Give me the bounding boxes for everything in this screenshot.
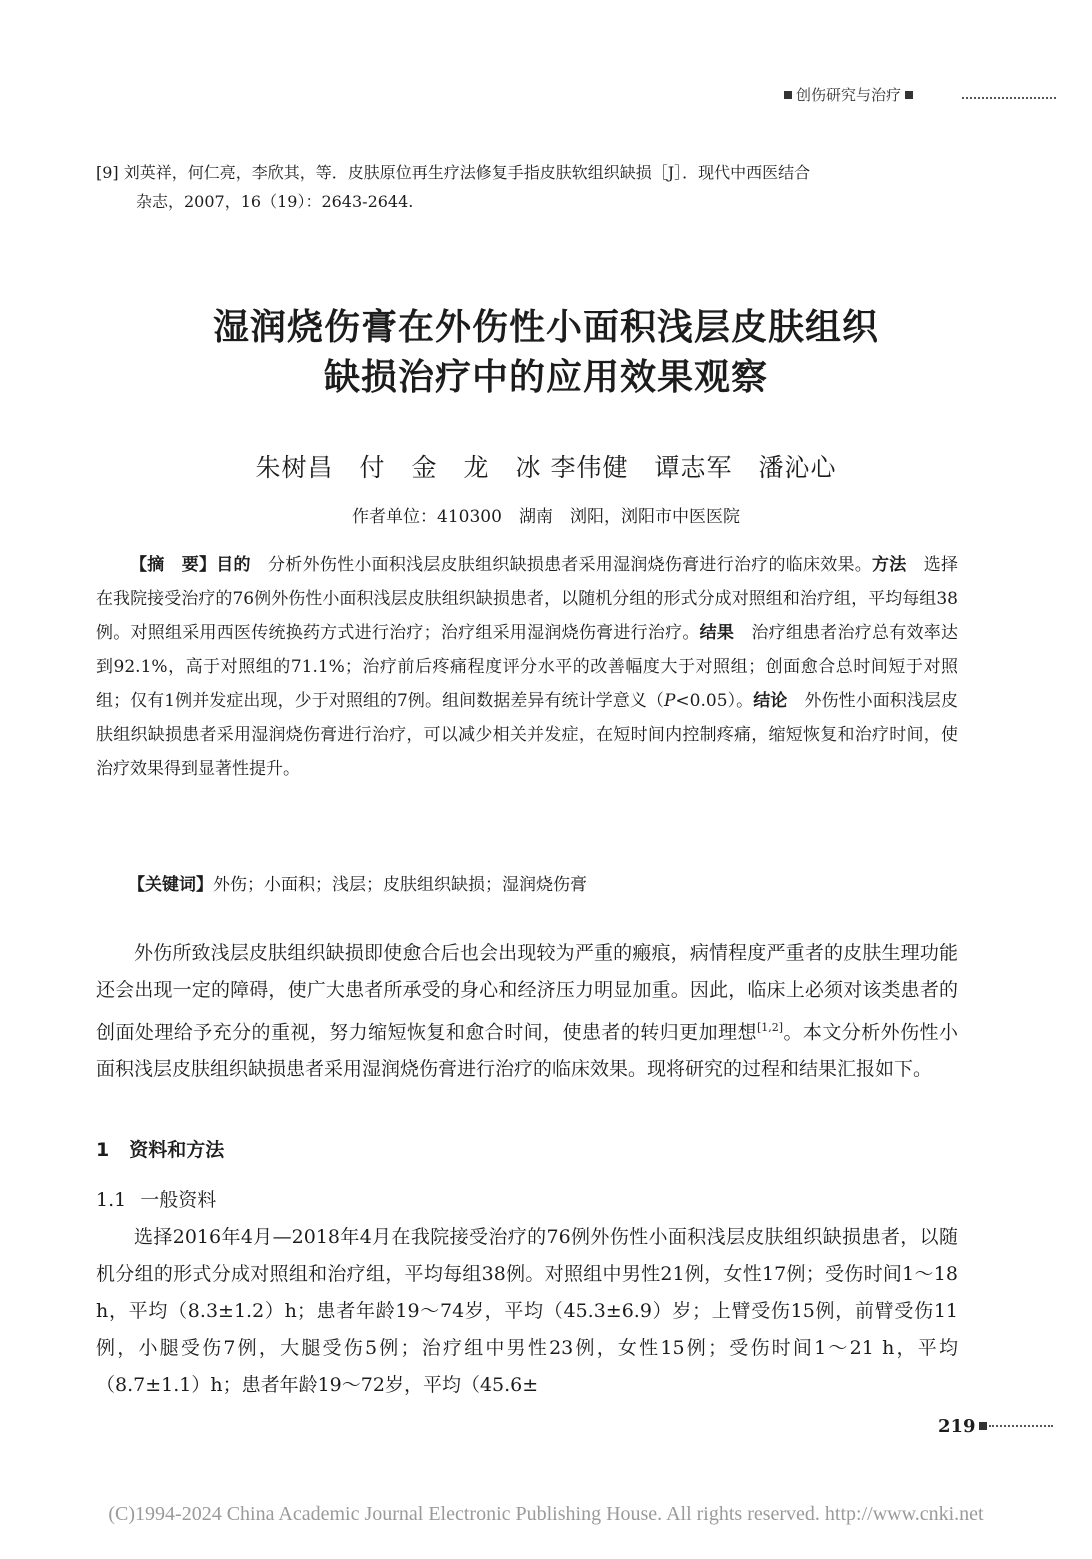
intro-paragraph	[96, 935, 958, 1088]
conclusion-text: 外伤性小面积浅层皮肤组织缺损患者采用湿润烧伤膏进行治疗，可以减少相关并发症，在短时间内控制疼痛，缩短恢复和治疗时间，使治疗效果得到显著性提升。	[96, 691, 958, 779]
keywords-text: 外伤；小面积；浅层；皮肤组织缺损；湿润烧伤膏	[213, 875, 587, 895]
intro-text: 外伤所致浅层皮肤组织缺损即使愈合后也会出现较为严重的瘢痕，病情程度严重者的皮肤生理功能还会出现一定的障碍，使广大患者所承受的身心和经济压力明显加重。因此，临床上必须对该类患者的创面处理给予充分的重视，努力缩短恢复和愈合时间，使患者的转归更加理想	[96, 942, 958, 1044]
methods-label: 方法	[872, 555, 907, 575]
general-info-paragraph: 选择2016年4月—2018年4月在我院接受治疗的76例外伤性小面积浅层皮肤组织缺损患者，以随机分组的形式分成对照组和治疗组，平均每组38例。对照组中男性21例，女性17例；受伤时间1～18 h，平均（8.3±1.2）h；患者年龄19～74岁，平均（45.3±6.9）岁；上臂受伤15例，前臂受伤11例，小腿受伤7例，大腿受伤5例；治疗组中男性23例，女性15例；受伤时间1～21 h，平均（8.7±1.1）h；患者年龄19～72岁，平均（45.6±	[96, 1226, 958, 1396]
dotted-leader	[962, 97, 1056, 99]
reference-number: [9]	[96, 163, 119, 182]
authors: 朱树昌 付 金 龙 冰 李伟健 谭志军 潘沁心	[255, 453, 837, 482]
title-line-2: 缺损治疗中的应用效果观察	[323, 356, 768, 398]
square-bullet-icon	[784, 91, 792, 99]
results-label: 结果	[699, 623, 735, 643]
objective-label: 目的	[216, 555, 251, 575]
article-title	[0, 302, 1092, 402]
square-bullet-icon	[905, 91, 913, 99]
reference-line-2: 杂志，2007，16（19）：2643-2644.	[136, 192, 414, 211]
p-value-text: <0.05）。	[675, 691, 754, 711]
keywords	[128, 870, 958, 895]
page-number: 219	[938, 1416, 976, 1437]
author-affiliation: 作者单位：410300 湖南 浏阳，浏阳市中医医院	[352, 507, 740, 527]
objective-text: 分析外伤性小面积浅层皮肤组织缺损患者采用湿润烧伤膏进行治疗的临床效果。	[250, 555, 872, 575]
running-header-text: 创伤研究与治疗	[796, 86, 902, 104]
reference-entry	[96, 158, 976, 216]
subsection-title: 一般资料	[140, 1189, 217, 1211]
methods-text: 选择在我院接受治疗的76例外伤性小面积浅层皮肤组织缺损患者，以随机分组的形式分成对照组和治疗组，平均每组38例。对照组采用西医传统换药方式进行治疗；治疗组采用湿润烧伤膏进行治疗。	[96, 555, 959, 643]
p-value-symbol: P	[663, 691, 676, 711]
section-heading	[96, 1135, 224, 1162]
copyright-footer: (C)1994-2024 China Academic Journal Electronic Publishing House. All rights reserved. http://www.cnki.net	[108, 1503, 984, 1525]
results-text: 治疗组患者治疗总有效率达到92.1%，高于对照组的71.1%；治疗前后疼痛程度评分水平的改善幅度大于对照组；创面愈合总时间短于对照组；仅有1例并发症出现，少于对照组的7例。组间数据差异有统计学意义（	[96, 623, 959, 711]
running-header	[784, 84, 1056, 108]
reference-line-1: 刘英祥，何仁亮，李欣其，等．皮肤原位再生疗法修复手指皮肤软组织缺损［J］．现代中西医结合	[123, 163, 811, 182]
subsection-heading	[96, 1185, 216, 1212]
page-number-block	[938, 1416, 1053, 1437]
abstract	[96, 548, 958, 786]
citation: [1,2]	[756, 1021, 784, 1034]
subsection-number: 1.1	[96, 1189, 127, 1211]
section-title: 资料和方法	[129, 1139, 225, 1161]
square-bullet-icon	[979, 1422, 987, 1430]
keywords-label: 【关键词】	[128, 875, 213, 895]
abstract-label: 【摘 要】	[130, 555, 217, 575]
conclusion-label: 结论	[753, 691, 788, 711]
intro-text-2: 。本文分析外伤性小面积浅层皮肤组织缺损患者采用湿润烧伤膏进行治疗的临床效果。现将研究的过程和结果汇报如下。	[96, 1021, 958, 1081]
section-number: 1	[96, 1139, 110, 1161]
title-line-1: 湿润烧伤膏在外伤性小面积浅层皮肤组织	[212, 306, 879, 348]
dotted-leader	[989, 1425, 1053, 1427]
